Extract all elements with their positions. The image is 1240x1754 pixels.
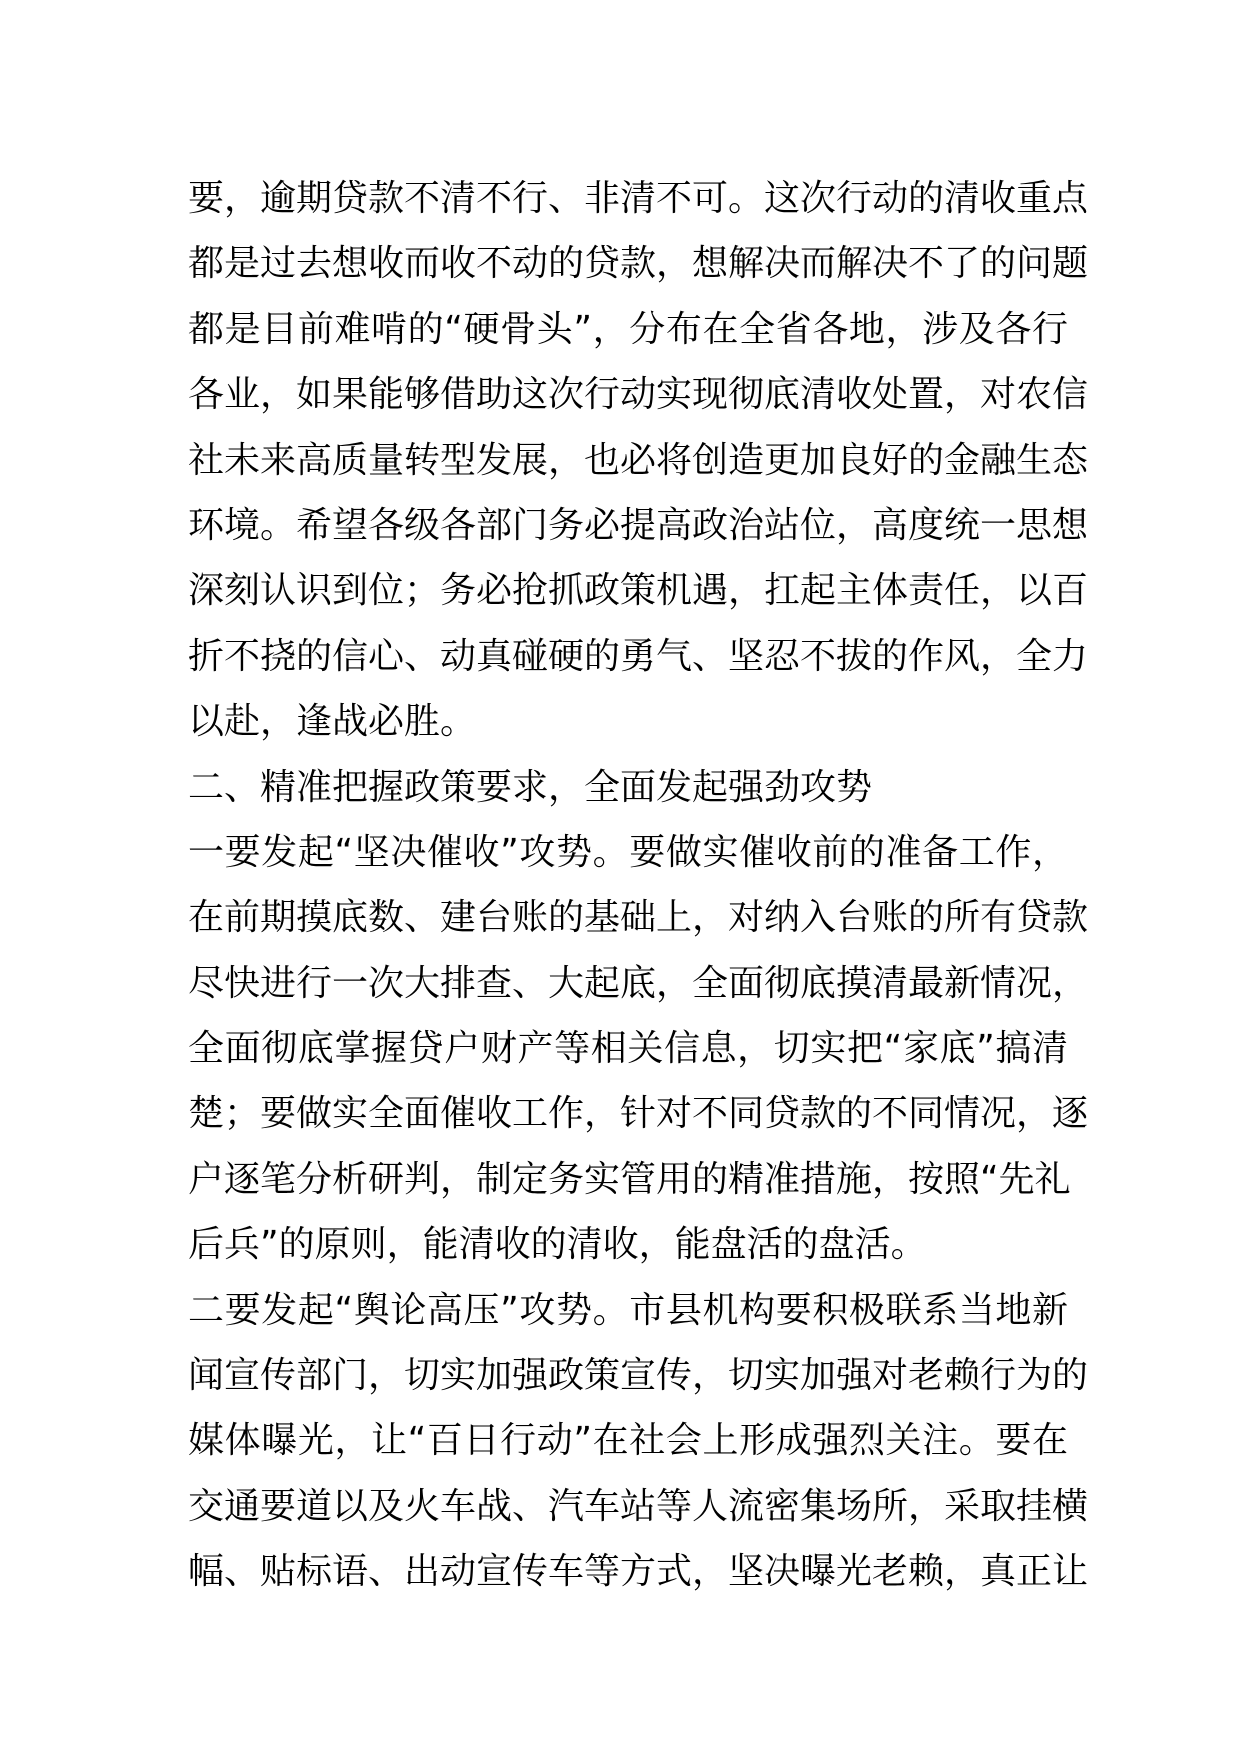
section-heading: 二、精准把握政策要求，全面发起强劲攻势: [188, 766, 873, 808]
text-line: 幅、贴标语、出动宣传车等方式，坚决曝光老赖，真正让: [188, 1551, 1089, 1593]
text-line: 尽快进行一次大排查、大起底，全面彻底摸清最新情况，: [188, 962, 1089, 1004]
text-line: 折不挠的信心、动真碰硬的勇气、坚忍不拔的作风，全力: [188, 635, 1089, 677]
body-text: [188, 166, 1089, 1605]
text-line: 户逐笔分析研判，制定务实管用的精准措施，按照“先礼: [188, 1158, 1071, 1200]
text-line: 要，逾期贷款不清不行、非清不可。这次行动的清收重点: [188, 178, 1089, 219]
text-line: 深刻认识到位；务必抢抓政策机遇，扛起主体责任，以百: [188, 570, 1089, 612]
text-line: 都是过去想收而收不动的贷款，想解决而解决不了的问题: [188, 243, 1089, 285]
text-line: 在前期摸底数、建台账的基础上，对纳入台账的所有贷款: [188, 897, 1089, 939]
text-line: 一要发起“坚决催收”攻势。要做实催收前的准备工作，: [188, 831, 1068, 873]
text-line: 楚；要做实全面催收工作，针对不同贷款的不同情况，逐: [188, 1093, 1089, 1135]
text-line: 媒体曝光，让“百日行动”在社会上形成强烈关注。要在: [188, 1420, 1068, 1462]
text-line: 社未来高质量转型发展，也必将创造更加良好的金融生态: [188, 439, 1089, 481]
text-line: 后兵”的原则，能清收的清收，能盘活的盘活。: [188, 1224, 927, 1266]
text-line: 都是目前难啃的“硬骨头”，分布在全省各地，涉及各行: [188, 308, 1068, 350]
text-line: 闻宣传部门，切实加强政策宣传，切实加强对老赖行为的: [188, 1355, 1089, 1397]
text-line: 交通要道以及火车战、汽车站等人流密集场所，采取挂横: [188, 1485, 1089, 1527]
text-line: 以赴，逢战必胜。: [188, 701, 477, 743]
text-line: 各业，如果能够借助这次行动实现彻底清收处置，对农信: [188, 374, 1089, 416]
text-line: 二要发起“舆论高压”攻势。市县机构要积极联系当地新: [188, 1289, 1068, 1331]
text-line: 全面彻底掌握贷户财产等相关信息，切实把“家底”搞清: [188, 1028, 1068, 1070]
text-line: 环境。希望各级各部门务必提高政治站位，高度统一思想: [188, 504, 1089, 546]
